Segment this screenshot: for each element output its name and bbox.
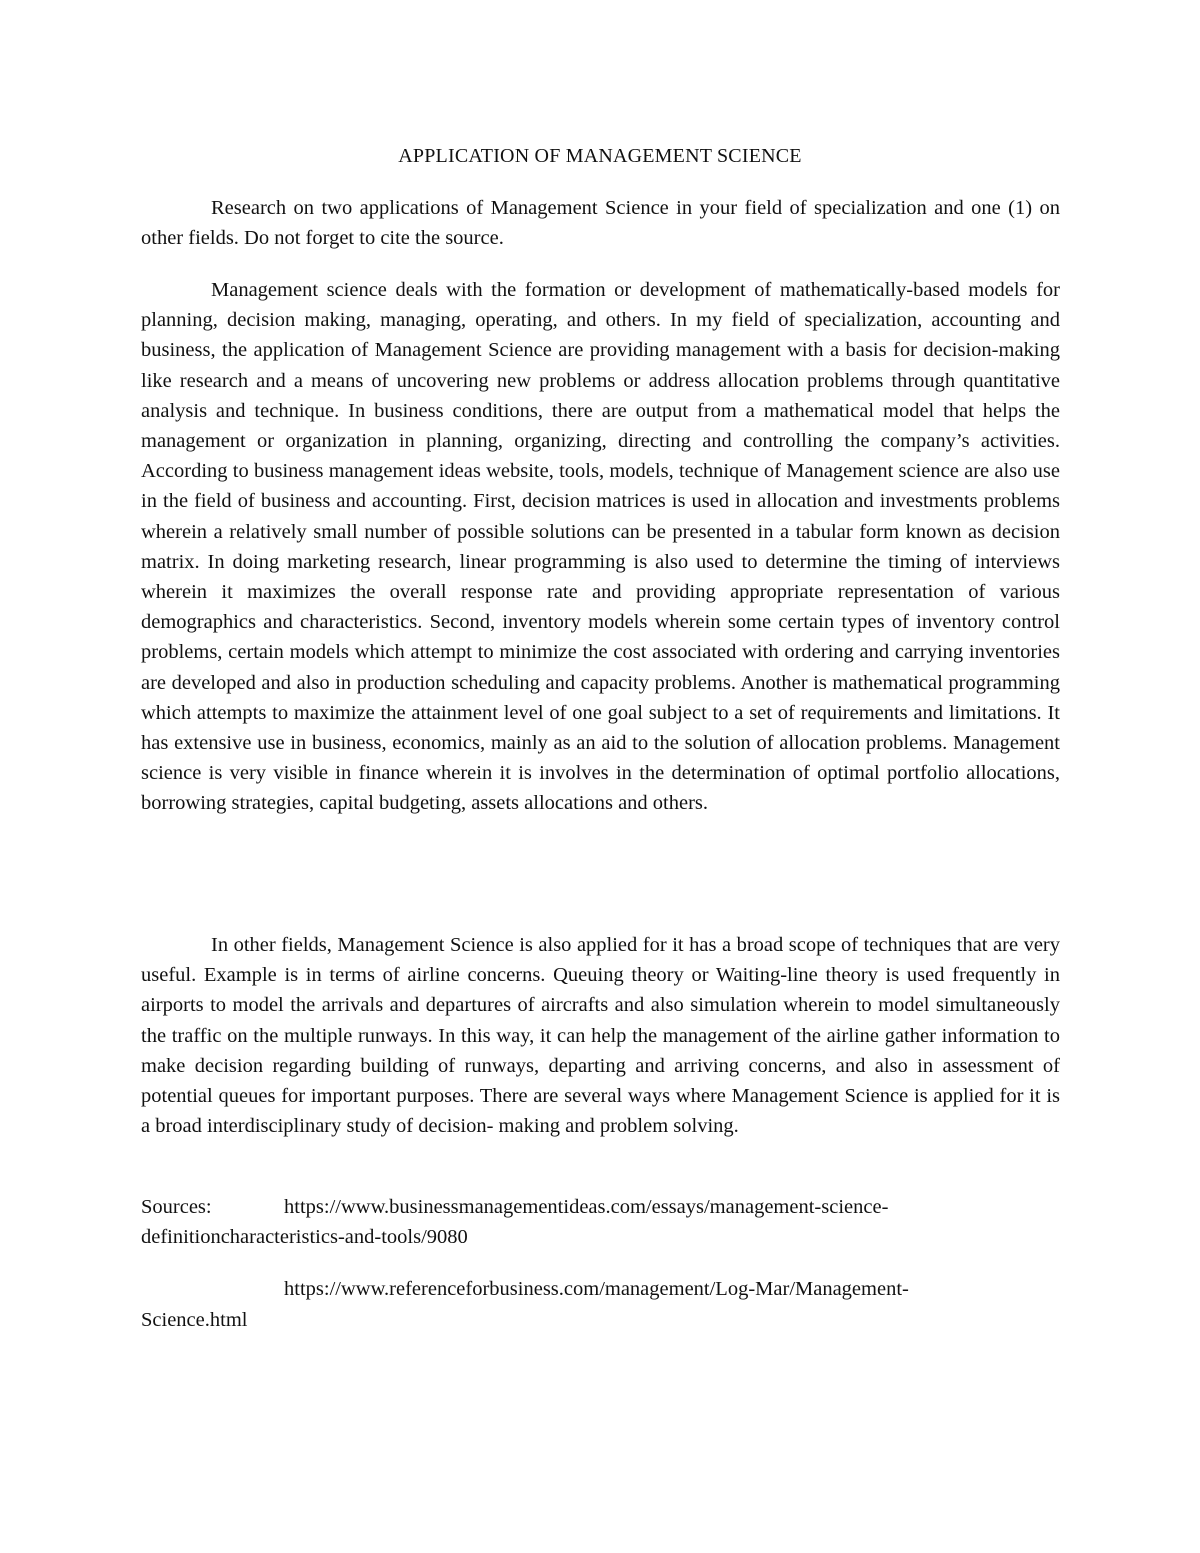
source-2-url-start: https://www.referenceforbusiness.com/management/Log-Mar/Management-: [284, 1278, 909, 1301]
source-1-line-1: [141, 1192, 1060, 1222]
other-fields-paragraph: In other fields, Management Science is also applied for it has a broad scope of techniques that are very useful. Example is in terms of airline concerns. Queuing theory or Waiting-line theory is used frequently in airports to model the arrivals and departures of aircrafts and also simulation wherein to model simultaneously the traffic on the multiple runways. In this way, it can help the management of the airline gather information to make decision regarding building of runways, departing and arriving concerns, and also in assessment of potential queues for important purposes. There are several ways where Management Science is applied for it is a broad interdisciplinary study of decision- making and problem solving.: [141, 934, 1060, 1138]
specialization-paragraph: Management science deals with the formation or development of mathematically-based models for planning, decision making, managing, operating, and others. In my field of specialization, accounting and business, the application of Management Science are providing management with a basis for decision-making like research and a means of uncovering new problems or address allocation problems through quantitative analysis and technique. In business conditions, there are output from a mathematical model that helps the management or organization in planning, organizing, directing and controlling the company’s activities. According to business management ideas website, tools, models, technique of Management science are also use in the field of business and accounting. First, decision matrices is used in allocation and investments problems wherein a relatively small number of possible solutions can be presented in a tabular form known as decision matrix. In doing marketing research, linear programming is also used to determine the timing of interviews wherein it maximizes the overall response rate and providing appropriate representation of various demographics and characteristics. Second, inventory models wherein some certain types of inventory control problems, certain models which attempt to minimize the cost associated with ordering and carrying inventories are developed and also in production scheduling and capacity problems. Another is mathematical programming which attempts to maximize the attainment level of one goal subject to a set of requirements and limitations. It has extensive use in business, economics, mainly as an aid to the solution of allocation problems. Management science is very visible in finance wherein it is involves in the determination of optimal portfolio allocations, borrowing strategies, capital budgeting, assets allocations and others.: [141, 279, 1060, 815]
sources-label: Sources:: [141, 1196, 212, 1218]
source-1-url-end: definitioncharacteristics-and-tools/9080: [141, 1226, 468, 1249]
instruction-paragraph: Research on two applications of Management Science in your field of specialization and one (1) on other fields. Do not forget to cite the source.: [141, 197, 1060, 250]
source-2-line-1: [141, 1274, 1060, 1304]
document-title: APPLICATION OF MANAGEMENT SCIENCE: [398, 145, 802, 167]
source-1-url-start: https://www.businessmanagementideas.com/essays/management-science-: [284, 1196, 889, 1218]
sources-spacer: [141, 1252, 1060, 1274]
source-2-url-end: Science.html: [141, 1308, 248, 1331]
sources-section: [141, 1192, 1060, 1335]
